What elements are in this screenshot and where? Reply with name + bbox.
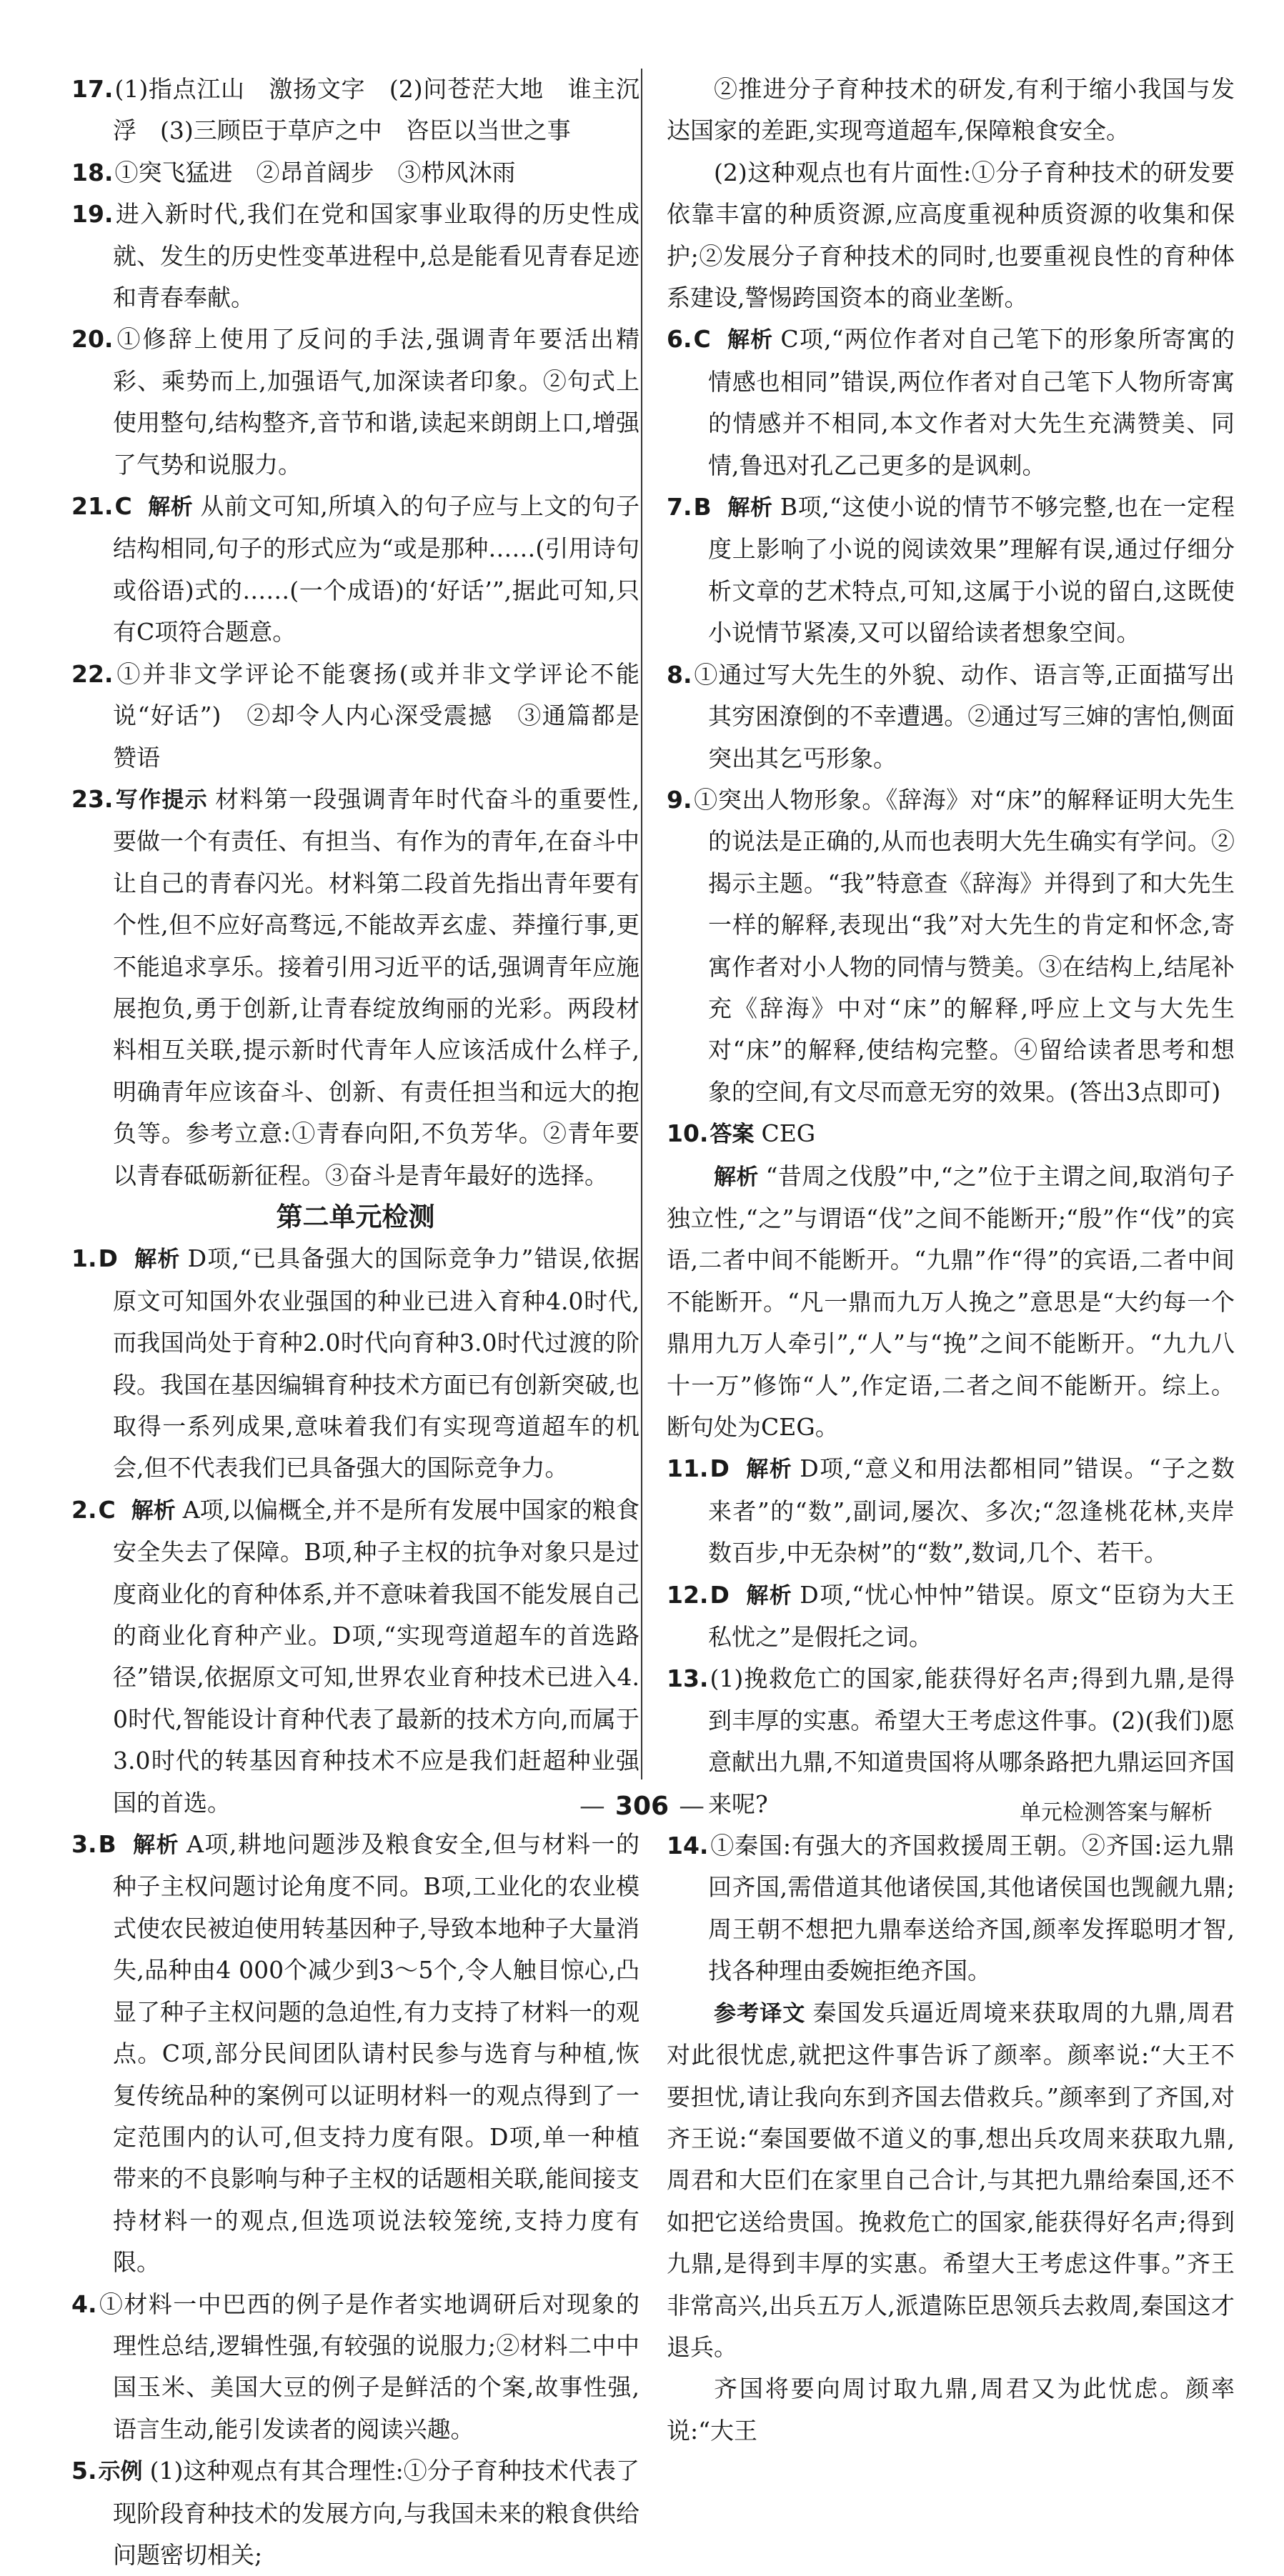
- answer-choice: C: [114, 492, 132, 521]
- answer-text: 材料第一段强调青年时代奋斗的重要性,要做一个有责任、有担当、有作为的青年,在奋斗中让自己的青春闪光。材料第二段首先指出青年要有个性,但不应好高骛远,不能故弄玄虚、莽撞行事,更不能追求享乐。接着引用习近平的话,强调青年应施展抱负,勇于创新,让青春绽放绚丽的光彩。两段材料相互关联,提示新时代青年人应该活成什么样子,明确青年应该奋斗、创新、有责任担当和远大的抱负等。参考立意:①青春向阳,不负芳华。②青年要以青春砥砺新征程。③奋斗是青年最好的选择。: [113, 784, 640, 1189]
- answer-choice: B: [693, 493, 712, 521]
- answer-choice: D: [98, 1244, 118, 1273]
- footer-section-note: 单元检测答案与解析: [1020, 1800, 1213, 1825]
- answer-item: [71, 2284, 639, 2451]
- answer-label: 示例: [98, 2459, 143, 2485]
- answer-choice: D: [710, 1580, 730, 1609]
- column-divider: [641, 69, 642, 1779]
- answer-text: ①突飞猛进 ②昂首阔步 ③栉风沐雨: [114, 158, 516, 186]
- question-number: 9.: [667, 785, 692, 814]
- left-column: [71, 69, 639, 2576]
- answer-item: [71, 779, 639, 1197]
- answer-text: ①通过写大先生的外貌、动作、语言等,正面描写出其穷困潦倒的不幸遭遇。②通过写三婶的害怕,侧面突出其乞丐形象。: [693, 660, 1235, 772]
- answer-text: B项,“这使小说的情节不够完整,也在一定程度上影响了小说的阅读效果”理解有误,通过仔细分析文章的艺术特点,可知,这属于小说的留白,这既使小说情节紧凑,又可以留给读者想象空间。: [708, 493, 1235, 647]
- question-number: 11.: [667, 1454, 709, 1483]
- question-number: 10.: [667, 1119, 709, 1148]
- answer-label: 参考译文: [714, 2000, 806, 2027]
- answer-item: [71, 654, 639, 779]
- question-number: 22.: [71, 659, 114, 688]
- right-column: [667, 69, 1235, 2452]
- answer-label: 解析: [745, 1457, 793, 1483]
- answer-item: [667, 486, 1235, 654]
- answer-item: [71, 69, 639, 152]
- answer-continuation: [667, 69, 1235, 152]
- answer-item: [667, 319, 1235, 486]
- answer-label: 解析: [727, 495, 773, 521]
- answer-continuation: [667, 2368, 1235, 2452]
- answer-label: 写作提示: [114, 787, 209, 813]
- question-number: 19.: [71, 200, 114, 229]
- answer-choice: B: [98, 1830, 116, 1859]
- question-number: 1.: [71, 1244, 97, 1273]
- question-number: 21.: [71, 492, 114, 521]
- answer-text: CEG: [761, 1119, 816, 1148]
- answer-text: D项,“忧心忡忡”错误。原文“臣窃为大王私忧之”是假托之词。: [708, 1580, 1235, 1652]
- answer-item: [667, 1113, 1235, 1155]
- answer-text: (2)这种观点也有片面性:①分子育种技术的研发要依靠丰富的种质资源,应高度重视种质资源的收集和保护;②发展分子育种技术的同时,也要重视良性的育种体系建设,警惕跨国资本的商业垄断。: [667, 158, 1235, 312]
- answer-item: [71, 1489, 639, 1824]
- answer-item: [71, 152, 639, 194]
- footer-dash-right: —: [679, 1792, 705, 1821]
- answer-continuation: [667, 1992, 1235, 2369]
- question-number: 8.: [667, 660, 692, 689]
- answer-item: [667, 1825, 1235, 1992]
- answer-text: (1)挽救危亡的国家,能获得好名声;得到九鼎,是得到丰厚的实惠。希望大王考虑这件事。(2)(我们)愿意献出九鼎,不知道贵国将从哪条路把九鼎运回齐国来呢?: [708, 1664, 1235, 1818]
- answer-item: [667, 1574, 1235, 1659]
- answer-text: (1)指点江山 激扬文字 (2)问苍茫大地 谁主沉浮 (3)三顾臣于草庐之中 咨臣以当世之事: [113, 75, 639, 145]
- answer-label: 解析: [131, 1497, 176, 1524]
- answer-text: 进入新时代,我们在党和国家事业取得的历史性成就、发生的历史性变革进程中,总是能看见青春足迹和青春奉献。: [113, 200, 639, 312]
- answer-continuation: [667, 1156, 1235, 1449]
- question-number: 23.: [71, 784, 114, 813]
- footer-dash-left: —: [579, 1792, 605, 1821]
- answer-text: A项,以偏概全,并不是所有发展中国家的粮食安全失去了保障。B项,种子主权的抗争对象只是过度商业化的育种体系,并不意味着我国不能发展自己的商业化育种产业。D项,“实现弯道超车的首选路径”错误,依据原文可知,世界农业育种技术已进入4.0时代,智能设计育种代表了最新的技术方向,而属于3.0时代的转基因育种技术不应是我们赶超种业强国的首选。: [113, 1495, 639, 1817]
- answer-text: D项,“已具备强大的国际竞争力”错误,依据原文可知国外农业强国的种业已进入育种4.0时代,而我国尚处于育种2.0时代向育种3.0时代过渡的阶段。我国在基因编辑育种技术方面已有创新突破,也取得一系列成果,意味着我们有实现弯道超车的机会,但不代表我们已具备强大的国际竞争力。: [113, 1244, 639, 1482]
- answer-item: [667, 779, 1235, 1113]
- answer-text: C项,“两位作者对自己笔下的形象所寄寓的情感也相同”错误,两位作者对自己笔下人物所寄寓的情感并不相同,本文作者对大先生充满赞美、同情,鲁迅对孔乙己更多的是讽刺。: [708, 325, 1235, 479]
- answer-choice: C: [98, 1495, 116, 1524]
- answer-choice: C: [693, 325, 711, 354]
- question-number: 3.: [71, 1830, 97, 1859]
- question-number: 12.: [667, 1580, 709, 1609]
- answer-text: “昔周之伐殷”中,“之”位于主谓之间,取消句子独立性,“之”与谓语“伐”之间不能断开;“殷”作“伐”的宾语,二者中间不能断开。“九鼎”作“得”的宾语,二者中间不能断开。“凡一鼎而九万人挽之”意思是“大约每一个鼎用九万人牵引”,“人”与“挽”之间不能断开。“九九八十一万”修饰“人”,作定语,二者之间不能断开。综上。断句处为CEG。: [667, 1162, 1235, 1441]
- answer-item: [71, 2450, 639, 2576]
- question-number: 6.: [667, 325, 692, 354]
- answer-item: [71, 486, 639, 654]
- answer-label: 解析: [131, 1832, 180, 1859]
- answer-text: A项,耕地问题涉及粮食安全,但与材料一的种子主权问题讨论角度不同。B项,工业化的农业模式使农民被迫使用转基因种子,导致本地种子大量消失,品种由4 000个减少到3～5个,令人触目惊心,凸显了种子主权问题的急迫性,有力支持了材料一的观点。C项,部分民间团队请村民参与选育与种植,恢复传统品种的案例可以证明材料一的观点得到了一定范围内的认可,但支持力度有限。D项,单一种植带来的不良影响与种子主权的话题相关联,能间接支持材料一的观点,但选项说法较笼统,支持力度有限。: [113, 1830, 639, 2277]
- answer-item: [667, 654, 1235, 779]
- answer-label: 解析: [133, 1247, 181, 1273]
- answer-label: 解析: [726, 327, 774, 354]
- question-number: 13.: [667, 1664, 709, 1693]
- answer-item: [71, 1238, 639, 1489]
- answer-choice: D: [710, 1454, 730, 1483]
- answer-text: ②推进分子育种技术的研发,有利于缩小我国与发达国家的差距,实现弯道超车,保障粮食安全。: [667, 75, 1235, 145]
- question-number: 4.: [71, 2290, 97, 2318]
- page-number-value: 306: [614, 1792, 670, 1821]
- answer-text: D项,“意义和用法都相同”错误。“子之数来者”的“数”,副词,屡次、多次;“忽逢桃花林,夹岸数百步,中无杂树”的“数”,数词,几个、若干。: [708, 1454, 1235, 1567]
- answer-item: [71, 194, 639, 319]
- answer-text: ①并非文学评论不能褒扬(或并非文学评论不能说“好话”) ②却令人内心深受震撼 ③通篇都是赞语: [113, 659, 639, 772]
- question-number: 5.: [71, 2457, 97, 2485]
- answer-continuation: [667, 152, 1235, 319]
- answer-item: [71, 1824, 639, 2283]
- answer-text: 齐国将要向周讨取九鼎,周君又为此忧虑。颜率说:“大王: [667, 2375, 1235, 2445]
- section-title: 第二单元检测: [276, 1201, 435, 1232]
- answer-label: 解析: [147, 494, 194, 521]
- question-number: 7.: [667, 493, 692, 521]
- question-number: 17.: [71, 75, 114, 103]
- answer-text: ①修辞上使用了反问的手法,强调青年要活出精彩、乘势而上,加强语气,加深读者印象。②句式上使用整句,结构整齐,音节和谐,读起来朗朗上口,增强了气势和说服力。: [113, 325, 639, 479]
- answer-text: 秦国发兵逼近周境来获取周的九鼎,周君对此很忧虑,就把这件事告诉了颜率。颜率说:“大王不要担忧,请让我向东到齐国去借救兵。”颜率到了齐国,对齐王说:“秦国要做不道义的事,想出兵攻周来获取九鼎,周君和大臣们在家里自己合计,与其把九鼎给秦国,还不如把它送给贵国。挽救危亡的国家,能获得好名声;得到九鼎,是得到丰厚的实惠。希望大王考虑这件事。”齐王非常高兴,出兵五万人,派遣陈臣思领兵去救周,秦国这才退兵。: [667, 1998, 1235, 2361]
- question-number: 20.: [71, 325, 114, 354]
- answer-label: 答案: [710, 1122, 755, 1148]
- answer-label: 解析: [745, 1582, 793, 1609]
- answer-text: ①秦国:有强大的齐国救援周王朝。②齐国:运九鼎回齐国,需借道其他诸侯国,其他诸侯国也觊觎九鼎;周王朝不想把九鼎奉送给齐国,颜率发挥聪明才智,找各种理由委婉拒绝齐国。: [708, 1832, 1235, 1985]
- answer-text: 从前文可知,所填入的句子应与上文的句子结构相同,句子的形式应为“或是那种……(引用诗句或俗语)式的……(一个成语)的‘好话’”,据此可知,只有C项符合题意。: [113, 492, 639, 647]
- answer-item: [71, 319, 639, 486]
- answer-text: (1)这种观点有其合理性:①分子育种技术代表了现阶段育种技术的发展方向,与我国未来的粮食供给问题密切相关;: [113, 2457, 640, 2569]
- question-number: 18.: [71, 158, 114, 186]
- answer-text: ①突出人物形象。《辞海》对“床”的解释证明大先生的说法是正确的,从而也表明大先生确实有学问。②揭示主题。“我”特意查《辞海》并得到了和大先生一样的解释,表现出“我”对大先生的肯定和怀念,寄寓作者对小人物的同情与赞美。③在结构上,结尾补充《辞海》中对“床”的解释,呼应上文与大先生对“床”的解释,使结构完整。④留给读者思考和想象的空间,有文尽而意无穷的效果。(答出3点即可): [693, 785, 1235, 1106]
- answer-label: 解析: [714, 1164, 759, 1190]
- question-number: 14.: [667, 1832, 709, 1860]
- question-number: 2.: [71, 1495, 97, 1524]
- answer-item: [667, 1448, 1235, 1574]
- answer-text: ①材料一中巴西的例子是作者实地调研后对现象的理性总结,逻辑性强,有较强的说服力;②材料二中中国玉米、美国大豆的例子是鲜活的个案,故事性强,语言生动,能引发读者的阅读兴趣。: [98, 2290, 639, 2443]
